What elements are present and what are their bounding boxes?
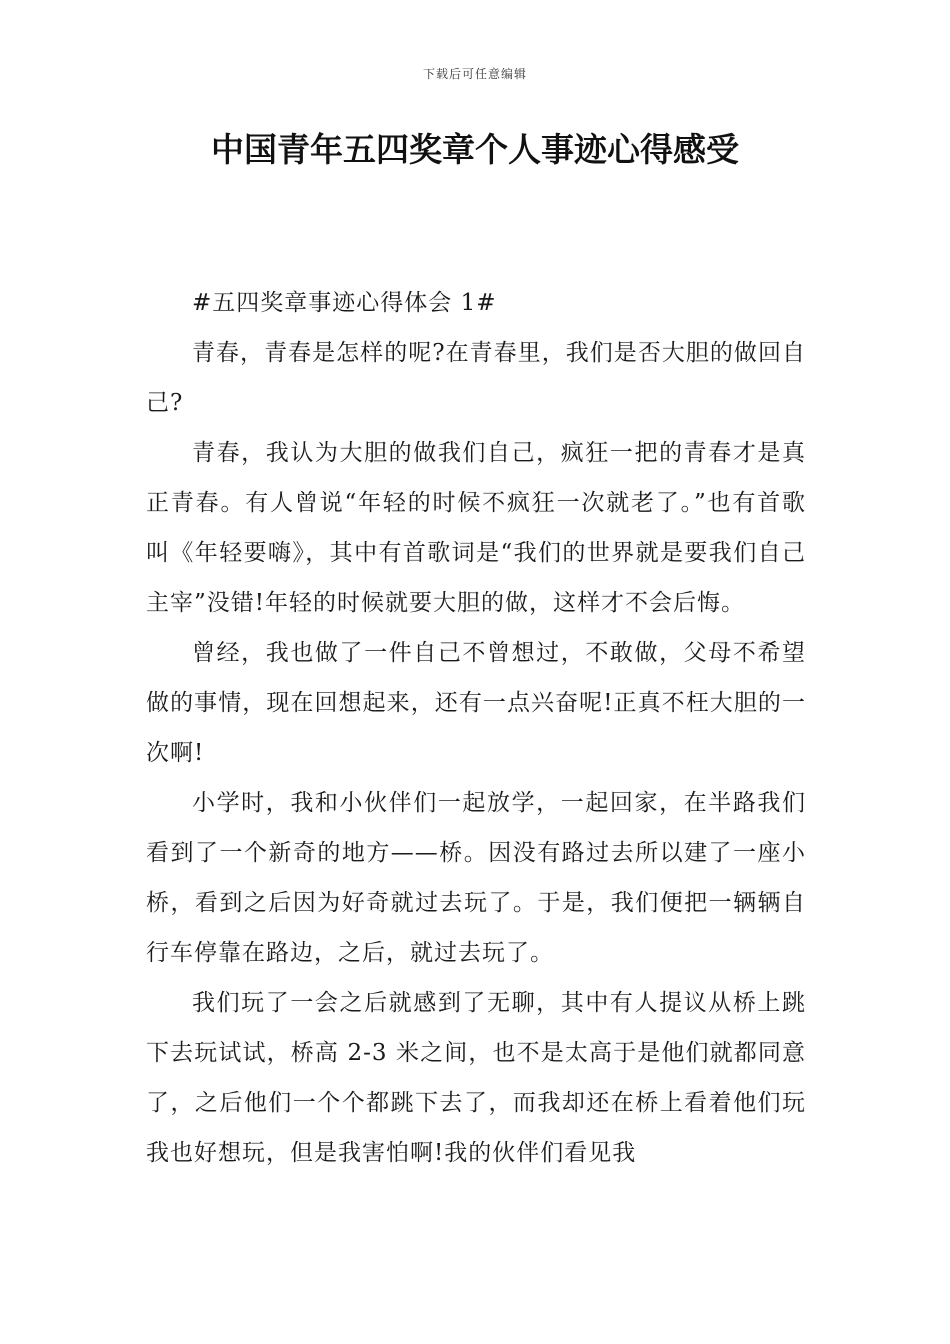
section-heading: #五四奖章事迹心得体会 1#: [192, 290, 497, 316]
document-body: [146, 278, 806, 1178]
header-note: 下载后可任意编辑: [422, 67, 527, 81]
paragraph: 曾经，我也做了一件自己不曾想过，不敢做，父母不希望做的事情，现在回想起来，还有一点兴奋呢!正真不枉大胆的一次啊!: [146, 640, 806, 766]
paragraph: 青春，青春是怎样的呢?在青春里，我们是否大胆的做回自己?: [146, 340, 806, 416]
document-title: 中国青年五四奖章个人事迹心得感受: [211, 130, 739, 169]
paragraph: 小学时，我和小伙伴们一起放学，一起回家，在半路我们看到了一个新奇的地方——桥。因没有路过去所以建了一座小桥，看到之后因为好奇就过去玩了。于是，我们便把一辆辆自行车停靠在路边，之后，就过去玩了。: [146, 790, 806, 966]
paragraph: 青春，我认为大胆的做我们自己，疯狂一把的青春才是真正青春。有人曾说“年轻的时候不疯狂一次就老了。”也有首歌叫《年轻要嗨》，其中有首歌词是“我们的世界就是要我们自己主宰”没错!年轻的时候就要大胆的做，这样才不会后悔。: [146, 440, 806, 616]
paragraph: 我们玩了一会之后就感到了无聊，其中有人提议从桥上跳下去玩试试，桥高 2-3 米之间，也不是太高于是他们就都同意了，之后他们一个个都跳下去了，而我却还在桥上看着他们玩我也好想玩，但是我害怕啊!我的伙伴们看见我: [146, 990, 806, 1166]
